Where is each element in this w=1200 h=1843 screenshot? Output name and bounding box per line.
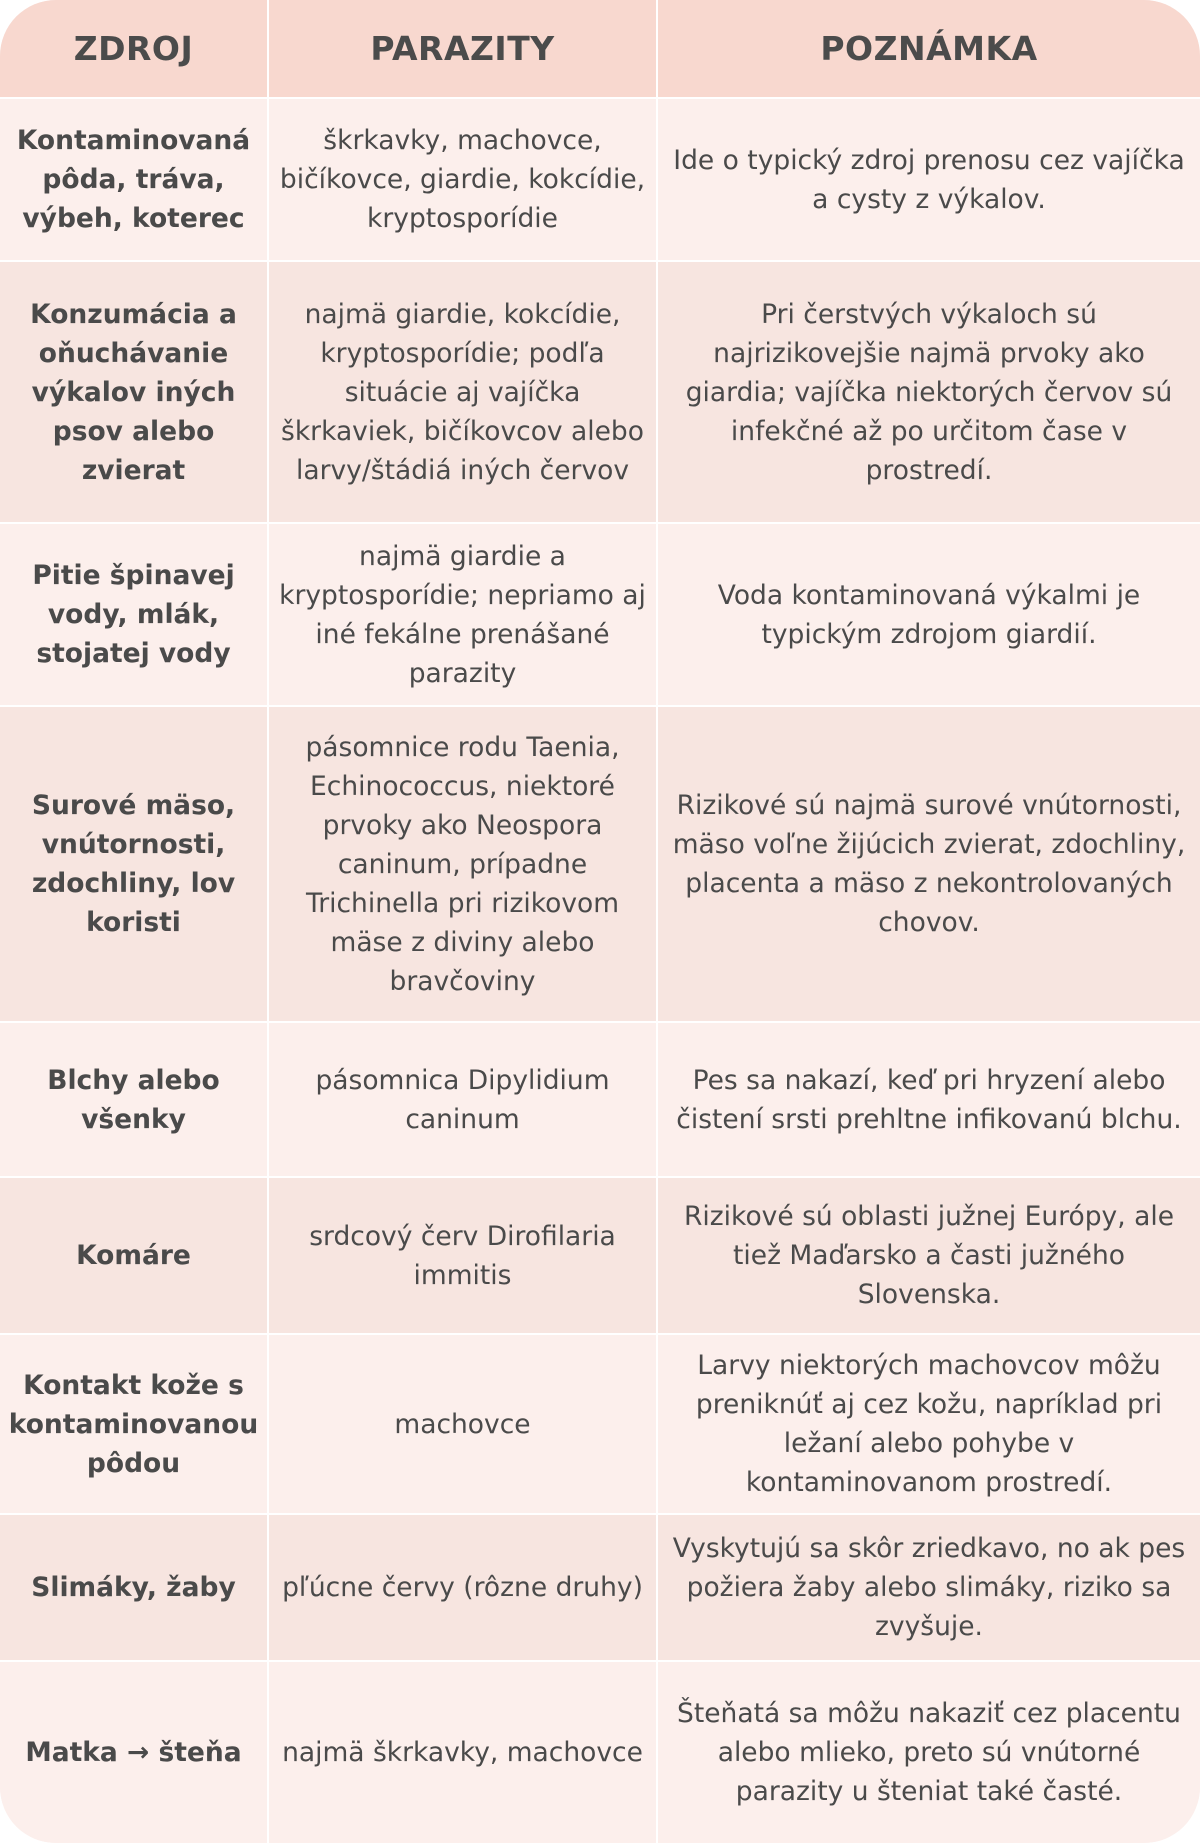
table-row [0, 1022, 1200, 1177]
cell-parasites: machovce [268, 1334, 657, 1514]
cell-source: Blchy alebo všenky [0, 1022, 268, 1177]
cell-parasites: škrkavky, machovce, bičíkovce, giardie, kokcídie, kryptosporídie [268, 98, 657, 261]
table-row [0, 1514, 1200, 1661]
table-row [0, 1334, 1200, 1514]
cell-source: Surové mäso, vnútornosti, zdochliny, lov koristi [0, 706, 268, 1022]
header-row [0, 0, 1200, 98]
cell-parasites: pásomnice rodu Taenia, Echinococcus, niektoré prvoky ako Neospora caninum, prípadne Trichinella pri rizikovom mäse z diviny alebo bravčoviny [268, 706, 657, 1022]
header-note: POZNÁMKA [657, 0, 1200, 98]
cell-source: Kontakt kože s kontaminovanou pôdou [0, 1334, 268, 1514]
cell-parasites: najmä giardie a kryptosporídie; nepriamo aj iné fekálne prenášané parazity [268, 523, 657, 706]
cell-note: Larvy niektorých machovcov môžu preniknúť aj cez kožu, napríklad pri ležaní alebo pohybe v kontaminovanom prostredí. [657, 1334, 1200, 1514]
cell-note: Rizikové sú oblasti južnej Európy, ale tiež Maďarsko a časti južného Slovenska. [657, 1177, 1200, 1334]
cell-source: Komáre [0, 1177, 268, 1334]
cell-parasites: pľúcne červy (rôzne druhy) [268, 1514, 657, 1661]
cell-note: Pes sa nakazí, keď pri hryzení alebo čistení srsti prehltne infikovanú blchu. [657, 1022, 1200, 1177]
cell-source: Kontaminovaná pôda, tráva, výbeh, koterec [0, 98, 268, 261]
cell-note: Vyskytujú sa skôr zriedkavo, no ak pes požiera žaby alebo slimáky, riziko sa zvyšuje. [657, 1514, 1200, 1661]
cell-source: Slimáky, žaby [0, 1514, 268, 1661]
table-row [0, 706, 1200, 1022]
cell-source: Konzumácia a oňuchávanie výkalov iných psov alebo zvierat [0, 261, 268, 523]
cell-parasites: najmä škrkavky, machovce [268, 1661, 657, 1843]
cell-parasites: pásomnica Dipylidium caninum [268, 1022, 657, 1177]
table-row [0, 1661, 1200, 1843]
cell-note: Pri čerstvých výkaloch sú najrizikovejšie najmä prvoky ako giardia; vajíčka niektorých červov sú infekčné až po určitom čase v prostredí. [657, 261, 1200, 523]
header-source: ZDROJ [0, 0, 268, 98]
cell-note: Šteňatá sa môžu nakaziť cez placentu alebo mlieko, preto sú vnútorné parazity u šteniat také časté. [657, 1661, 1200, 1843]
table-row [0, 523, 1200, 706]
header-parasites: PARAZITY [268, 0, 657, 98]
cell-note: Voda kontaminovaná výkalmi je typickým zdrojom giardií. [657, 523, 1200, 706]
cell-note: Rizikové sú najmä surové vnútornosti, mäso voľne žijúcich zvierat, zdochliny, placenta a mäso z nekontrolovaných chovov. [657, 706, 1200, 1022]
cell-source: Matka → šteňa [0, 1661, 268, 1843]
cell-parasites: srdcový červ Dirofilaria immitis [268, 1177, 657, 1334]
table-row [0, 261, 1200, 523]
table-row [0, 98, 1200, 261]
cell-source: Pitie špinavej vody, mlák, stojatej vody [0, 523, 268, 706]
cell-parasites: najmä giardie, kokcídie, kryptosporídie; podľa situácie aj vajíčka škrkaviek, bičíkovcov alebo larvy/štádiá iných červov [268, 261, 657, 523]
table-row [0, 1177, 1200, 1334]
cell-note: Ide o typický zdroj prenosu cez vajíčka a cysty z výkalov. [657, 98, 1200, 261]
